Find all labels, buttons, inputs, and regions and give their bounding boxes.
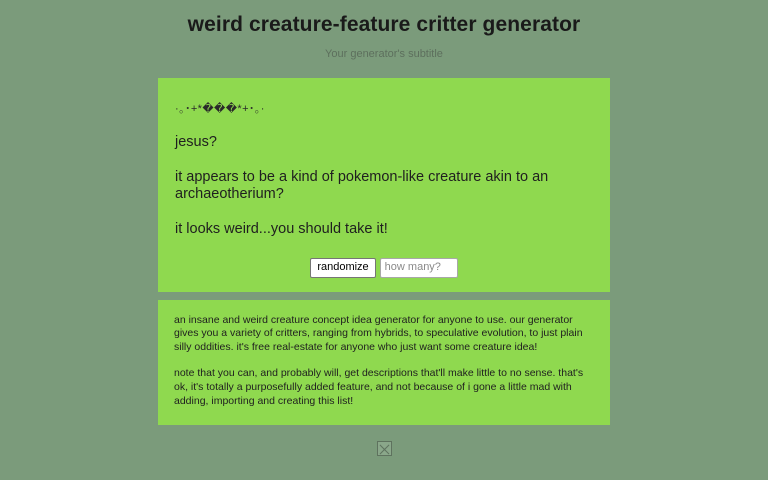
result-line-1: jesus? xyxy=(175,134,217,150)
decorative-ornament: ·｡･+*���*+･｡· xyxy=(175,103,265,115)
footer-area xyxy=(0,441,768,456)
page-title: weird creature-feature critter generator xyxy=(187,13,581,36)
info-paragraph-1: an insane and weird creature concept idea generator for anyone to use. our generator gives you a variety of critters, ranging from hybrids, to speculative evolution, to just plain silly oddities. it's free real-estate for anyone who just want some creature idea! xyxy=(174,313,583,354)
randomize-button[interactable]: randomize xyxy=(310,258,375,277)
info-panel xyxy=(158,300,610,426)
info-paragraph-2: note that you can, and probably will, get descriptions that'll make little to no sense. that's ok, it's totally a purposefully added feature, and not because of i gone a little mad with adding, importing and creating this list! xyxy=(174,367,584,408)
broken-image-icon xyxy=(377,441,392,456)
generator-panel xyxy=(158,78,610,292)
page-subtitle: Your generator's subtitle xyxy=(325,48,443,60)
result-line-2: it appears to be a kind of pokemon-like creature akin to an archaeotherium? xyxy=(175,169,549,203)
how-many-input[interactable] xyxy=(380,258,458,277)
result-line-3: it looks weird...you should take it! xyxy=(175,221,388,238)
generator-controls xyxy=(168,258,600,277)
